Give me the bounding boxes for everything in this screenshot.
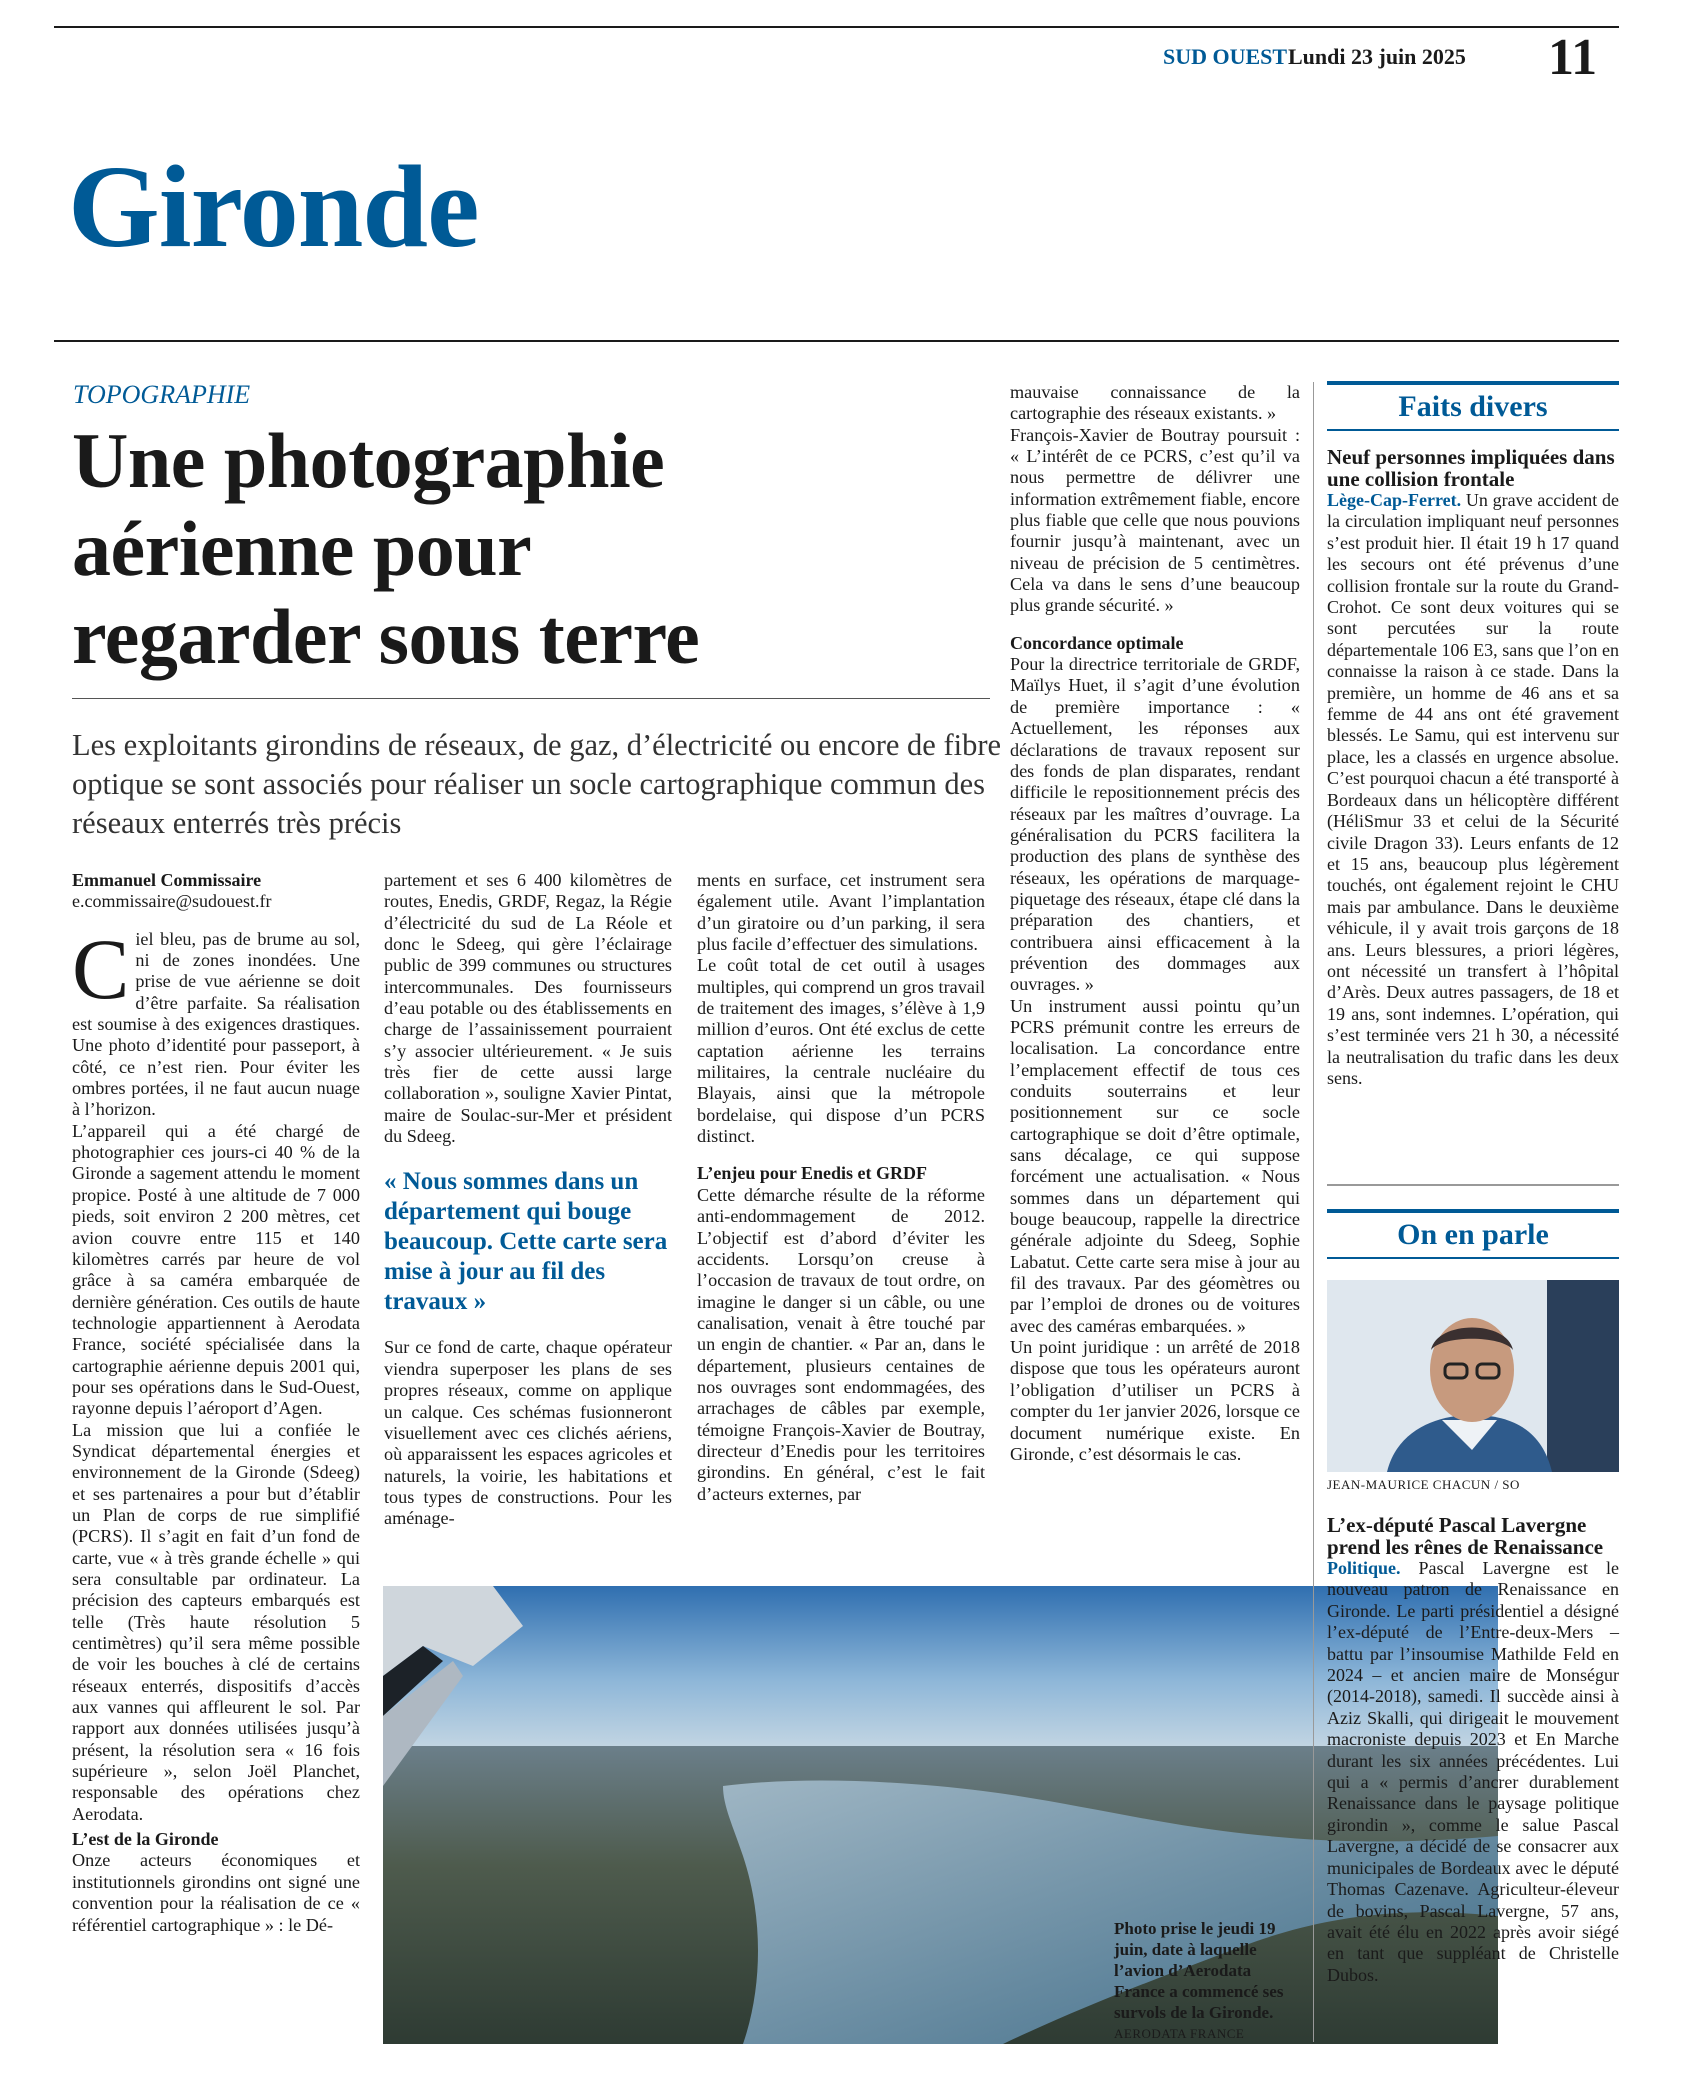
brief-title: Neuf personnes impliquées dans une collision frontale xyxy=(1327,445,1615,491)
portrait-credit: JEAN-MAURICE CHACUN / SO xyxy=(1327,1477,1520,1492)
faits-divers-brief xyxy=(1327,446,1619,1089)
masthead: SUD OUEST xyxy=(1163,44,1288,69)
paragraph: partement et ses 6 400 kilomètres de routes, Enedis, GRDF, Regaz, la Régie d’électricité du sud de La Réole et donc le Sdeeg, qui gère l’éclairage public de 399 communes ou structures intercommunales. Des fournisseurs d’eau potable ou des établissements en charge de l’assainissement pourraient s’y associer ultérieurement. « Je suis très fier de cette aussi large collaboration », souligne Xavier Pintat, maire de Soulac-sur-Mer et président du Sdeeg. xyxy=(384,870,672,1147)
portrait-photo xyxy=(1327,1280,1619,1472)
faits-divers-header: Faits divers xyxy=(1327,381,1619,431)
issue-date: Lundi 23 juin 2025 xyxy=(1288,44,1466,69)
article-column-3 xyxy=(697,870,985,1505)
paragraph: Sur ce fond de carte, chaque opérateur viendra superposer les plans de ses propres réseaux, comme on applique un calque. Ces schémas fusionneront visuellement avec ces clichés aériens, où apparaissent les espaces agricoles et naturels, la voirie, les habitations et tous types de constructions. Pour les aménage- xyxy=(384,1337,672,1529)
paragraph: L’appareil qui a été chargé de photographier ces jours-ci 40 % de la Gironde a sagement attendu le moment propice. Posté à une altitude de 7 000 pieds, soit environ 2 200 mètres, cet avion couvre entre 115 et 140 kilomètres carrés par heure de vol grâce à sa caméra embarquée de dernière génération. Ces outils de haute technologie appartiennent à Aerodata France, société spécialisée dans la cartographie aérienne depuis 2001 qui, pour ses opérations dans le Sud-Ouest, rayonne depuis l’aéroport d’Agen. xyxy=(72,1120,360,1419)
kicker: TOPOGRAPHIE xyxy=(73,380,251,409)
article-column-1 xyxy=(72,870,360,1936)
section-rule xyxy=(54,340,1619,342)
author-name: Emmanuel Commissaire xyxy=(72,870,262,890)
author-email[interactable]: e.commissaire@sudouest.fr xyxy=(72,891,272,912)
paragraph: Onze acteurs économiques et institutionnels girondins ont signé une convention pour la réalisation de ce « référentiel cartographique » : le Dé- xyxy=(72,1850,360,1935)
paragraph: La mission que lui a confiée le Syndicat départemental énergies et environnement de la Gironde (Sdeeg) et ses partenaires a pour but d’établir un Plan de corps de rue simplifié (PCRS). Il s’agit en fait d’un fond de carte, vue « à très grande échelle » qui sera consultable par ordinateur. La précision des capteurs embarqués est telle (Très haute résolution 5 centimètres) qu’il sera même possible de voir les bouches à clé de certains réseaux enterrés, dispositifs d’accès aux vannes qui affleurent le sol. Par rapport aux données utilisées jusqu’à présent, la résolution sera « 16 fois supérieure », selon Joël Planchet, responsable des opérations chez Aerodata. xyxy=(72,1419,360,1824)
headline-line-3: regarder sous terre xyxy=(72,593,700,680)
headline-rule xyxy=(72,698,990,699)
top-rule xyxy=(54,26,1619,28)
portrait-image xyxy=(1327,1280,1619,1472)
photo-caption: Photo prise le jeudi 19 juin, date à laquelle l’avion d’Aerodata France a commencé ses survols de la Gironde. xyxy=(1114,1919,1284,2022)
section-title: Gironde xyxy=(68,141,479,272)
paragraph: Un point juridique : un arrêté de 2018 dispose que tous les opérateurs auront l’obligation d’utiliser un PCRS à compter du 1er janvier 2026, lorsque ce document numérique existe. En Gironde, c’est désormais le cas. xyxy=(1010,1337,1300,1464)
headline-line-2: aérienne pour xyxy=(72,505,532,592)
brief-body: Lège-Cap-Ferret. Un grave accident de la circulation impliquant neuf personnes s’est produit hier. Il était 19 h 17 quand les secours ont été prévenus d’une collision frontale sur la route du Grand-Crohot. Ce sont deux voitures qui se sont percutées sur la route départementale 106 E3, sans que l’on en connaisse la raison à ce stade. Dans la première, un homme de 46 ans et sa femme de 44 ans ont été gravement blessés. Le Samu, qui est intervenu sur place, les a classés en urgence absolue. C’est pourquoi chacun a été transporté à Bordeaux dans un hélicoptère différent (HéliSmur 33 et celui de la Sécurité civile Dragon 33). Leurs enfants de 12 et 15 ans, beaucoup plus légèrement touchés, ont également rejoint le CHU mais par ambulance. Dans le deuxième véhicule, il y avait trois garçons de 18 ans. Leurs blessures, a priori légères, ont nécessité un transfert à l’hôpital d’Arès. Deux autres passagers, de 18 et 19 ans, sont indemnes. L’opération, qui s’est terminée vers 21 h 30, a nécessité la neutralisation du trafic dans les deux sens. xyxy=(1327,490,1620,1088)
on-en-parle-brief xyxy=(1327,1514,1619,1986)
drop-cap: C xyxy=(72,920,130,1017)
article-column-2 xyxy=(384,870,672,1530)
on-en-parle-header: On en parle xyxy=(1327,1209,1619,1259)
paragraph: Cette démarche résulte de la réforme anti-endommagement de 2012. L’objectif est d’abord d’éviter les accidents. Lorsqu’on creuse à l’occasion de travaux de tout ordre, on imagine le danger si un câble, ou une canalisation, venait à être touché par un engin de chantier. « Par an, dans le département, plusieurs centaines de nos ouvrages sont endommagées, des arrachages de câbles par exemple, témoigne François-Xavier de Boutray, directeur d’Enedis pour les territoires girondins. En général, c’est le fait d’acteurs externes, par xyxy=(697,1184,985,1504)
page-number: 11 xyxy=(1548,29,1598,86)
headline-line-1: Une photographie xyxy=(72,417,665,504)
paragraph: Un instrument aussi pointu qu’un PCRS prémunit contre les erreurs de localisation. La concordance entre l’emplacement effectif de tous ces conduits souterrains et leur positionnement sur ce socle cartographique se doit d’être optimale, sans décalage, ce qui suppose forcément une actualisation. « Nous sommes dans un département qui bouge beaucoup, rappelle la directrice générale adjointe du Sdeeg, Sophie Labatut. Cette carte sera mise à jour au fil des travaux. Par des géomètres ou par l’emploi de drones ou de voitures avec des caméras embarquées. » xyxy=(1010,995,1300,1336)
headline xyxy=(72,417,992,681)
paragraph: mauvaise connaissance de la cartographie des réseaux existants. » xyxy=(1010,382,1300,424)
brief-title: L’ex-député Pascal Lavergne prend les rênes de Renaissance xyxy=(1327,1513,1604,1559)
paragraph: Le coût total de cet outil à usages multiples, qui comprend un gros travail de traitement des images, s’élève à 1,9 million d’euros. Ont été exclus de cette captation aérienne les terrains militaires, la centrale nucléaire du Blayais, ainsi que la métropole bordelaise, qui dispose d’un PCRS distinct. xyxy=(697,955,985,1147)
paragraph: ments en surface, cet instrument sera également utile. Avant l’implantation d’un giratoire ou d’un parking, il sera plus facile d’effectuer des simulations. xyxy=(697,870,985,955)
subheading: L’est de la Gironde xyxy=(72,1829,219,1850)
article-column-4 xyxy=(1010,382,1300,1465)
subheading: L’enjeu pour Enedis et GRDF xyxy=(697,1163,928,1184)
lede-paragraph: Ciel bleu, pas de brume au sol, ni de zones inondées. Une prise de vue aérienne se doit d’être parfaite. Sa réalisation est soumise à des exigences drastiques. Une photo d’identité pour passeport, à côté, ce n’est rien. Pour éviter les ombres portées, il ne faut aucun nuage à l’horizon. xyxy=(72,920,360,1120)
paragraph: François-Xavier de Boutray poursuit : « L’intérêt de ce PCRS, c’est qu’il va nous permettre de délivrer une information extrêmement fiable, encore plus fiable que celle que nous pouvions fournir jusqu’à maintenant, avec un niveau de précision de 5 centimètres. Cela va dans le sens d’une beaucoup plus grande sécurité. » xyxy=(1010,424,1300,616)
standfirst: Les exploitants girondins de réseaux, de gaz, d’électricité ou encore de fibre optique se sont associés pour réaliser un socle cartographique commun des réseaux enterrés très précis xyxy=(72,728,1002,840)
pull-quote: « Nous sommes dans un département qui bouge beaucoup. Cette carte sera mise à jour au fil des travaux » xyxy=(384,1168,668,1316)
brief-body: Politique. Pascal Lavergne est le nouveau patron de Renaissance en Gironde. Le parti présidentiel a désigné l’ex-député de l’Entre-deux-Mers – battu par l’insoumise Mathilde Feld en 2024 – et ancien maire de Monségur (2014-2018), samedi. Il succède ainsi à Aziz Skalli, qui dirigeait le mouvement macroniste depuis 2023 et En Marche durant les six années précédentes. Lui qui a « permis d’ancrer durablement Renaissance dans le paysage politique girondin », comme le salue Pascal Lavergne, a décidé de se consacrer aux municipales de Bordeaux avec le député Thomas Cazenave. Agriculteur-éleveur de bovins, Pascal Lavergne, 57 ans, avait été élu en 2022 après avoir siégé en tant que suppléant de Christelle Dubos. xyxy=(1327,1558,1619,1985)
paragraph: Pour la directrice territoriale de GRDF, Maïlys Huet, il s’agit d’une évolution de première importance : « Actuellement, les réponses aux déclarations de travaux reposent sur des fonds de plan disparates, rendant difficile le repositionnement précis des réseaux par les maîtres d’ouvrage. La généralisation du PCRS facilitera la production des plans de synthèse des réseaux, les opérations de marquage-piquetage des réseaux, étape clé dans la préparation des chantiers, et contribuera ainsi efficacement à la prévention des dommages aux ouvrages. » xyxy=(1010,654,1300,995)
photo-credit: AERODATA FRANCE xyxy=(1114,2026,1245,2041)
subheading: Concordance optimale xyxy=(1010,632,1184,653)
sidebar-divider xyxy=(1313,382,1314,2042)
sidebar-separator xyxy=(1327,1184,1619,1186)
